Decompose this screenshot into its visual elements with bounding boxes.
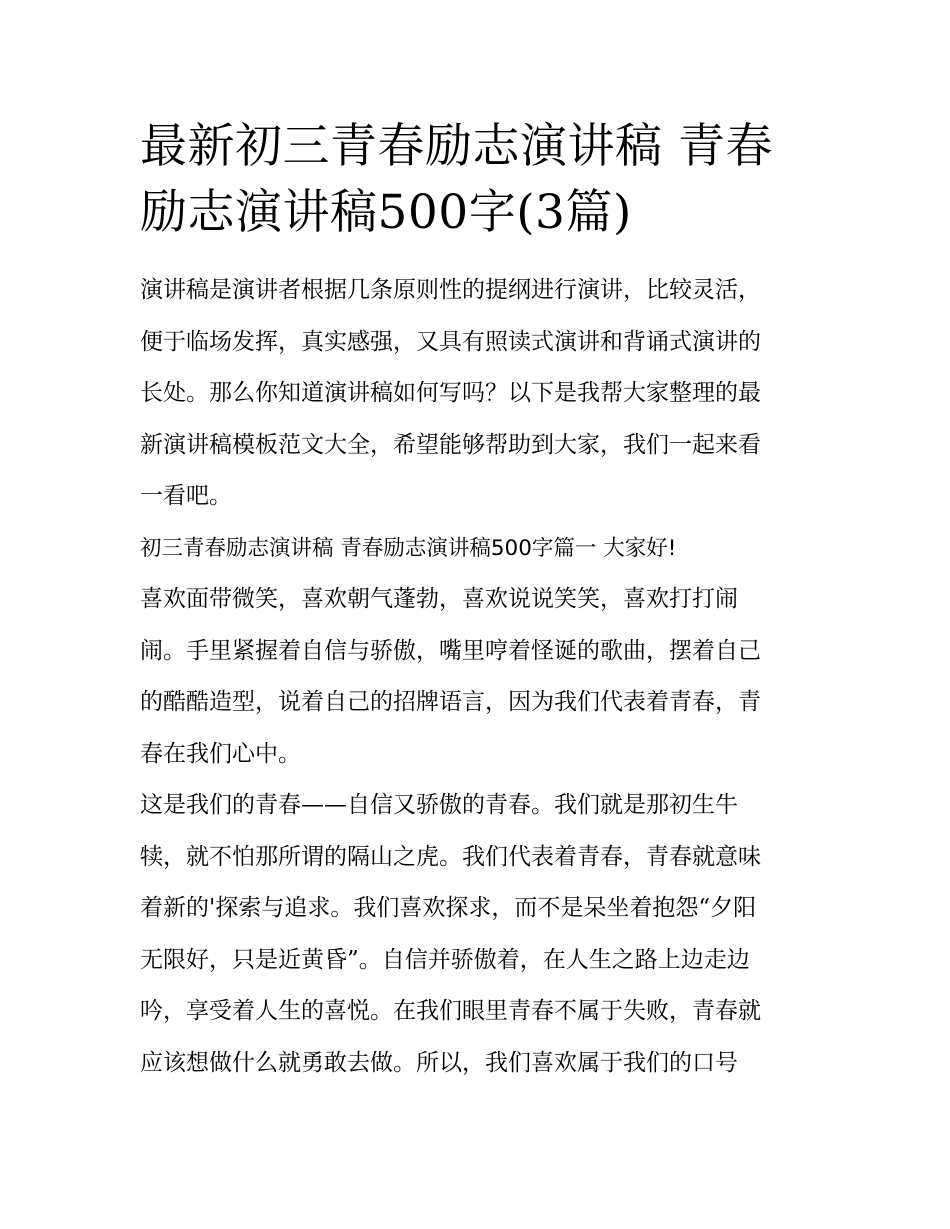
paragraph-line: 吟，享受着人生的喜悦。在我们眼里青春不属于失败，青春就 <box>140 998 761 1024</box>
document-title <box>140 114 815 246</box>
title-line-1: 最新初三青春励志演讲稿 青春 <box>140 119 773 174</box>
paragraph-line: 这是我们的青春——自信又骄傲的青春。我们就是那初生牛 <box>140 792 738 818</box>
paragraph-line: 着新的'探索与追求。我们喜欢探求，而不是呆坐着抱怨“夕阳 <box>140 895 757 921</box>
paragraph-line: 的酷酷造型，说着自己的招牌语言，因为我们代表着青春，青 <box>140 689 761 715</box>
paragraph-2 <box>140 780 815 1089</box>
title-line-2: 励志演讲稿500字(3篇) <box>140 185 632 240</box>
paragraph-line: 应该想做什么就勇敢去做。所以，我们喜欢属于我们的口号 <box>140 1049 738 1076</box>
document-body <box>140 265 815 1089</box>
intro-line: 新演讲稿模板范文大全，希望能够帮助到大家，我们一起来看 <box>140 431 761 458</box>
paragraph-1 <box>140 574 815 780</box>
intro-line: 演讲稿是演讲者根据几条原则性的提纲进行演讲，比较灵活， <box>140 277 761 303</box>
section-heading <box>140 523 815 575</box>
paragraph-line: 春在我们心中。 <box>140 740 301 767</box>
intro-paragraph <box>140 265 815 523</box>
paragraph-line: 犊，就不怕那所谓的隔山之虎。我们代表着青春，青春就意味 <box>140 843 761 870</box>
intro-line: 便于临场发挥，真实感强，又具有照读式演讲和背诵式演讲的 <box>140 328 761 355</box>
paragraph-line: 无限好，只是近黄昏”。自信并骄傲着，在人生之路上边走边 <box>140 946 750 973</box>
section-heading-text: 初三青春励志演讲稿 青春励志演讲稿500字篇一 大家好! <box>140 535 677 561</box>
document-page <box>140 114 815 1089</box>
intro-line: 长处。那么你知道演讲稿如何写吗？以下是我帮大家整理的最 <box>140 380 761 406</box>
paragraph-line: 闹。手里紧握着自信与骄傲，嘴里哼着怪诞的歌曲，摆着自己 <box>140 637 761 664</box>
intro-line: 一看吧。 <box>140 483 232 509</box>
paragraph-line: 喜欢面带微笑，喜欢朝气蓬勃，喜欢说说笑笑，喜欢打打闹 <box>140 586 738 612</box>
